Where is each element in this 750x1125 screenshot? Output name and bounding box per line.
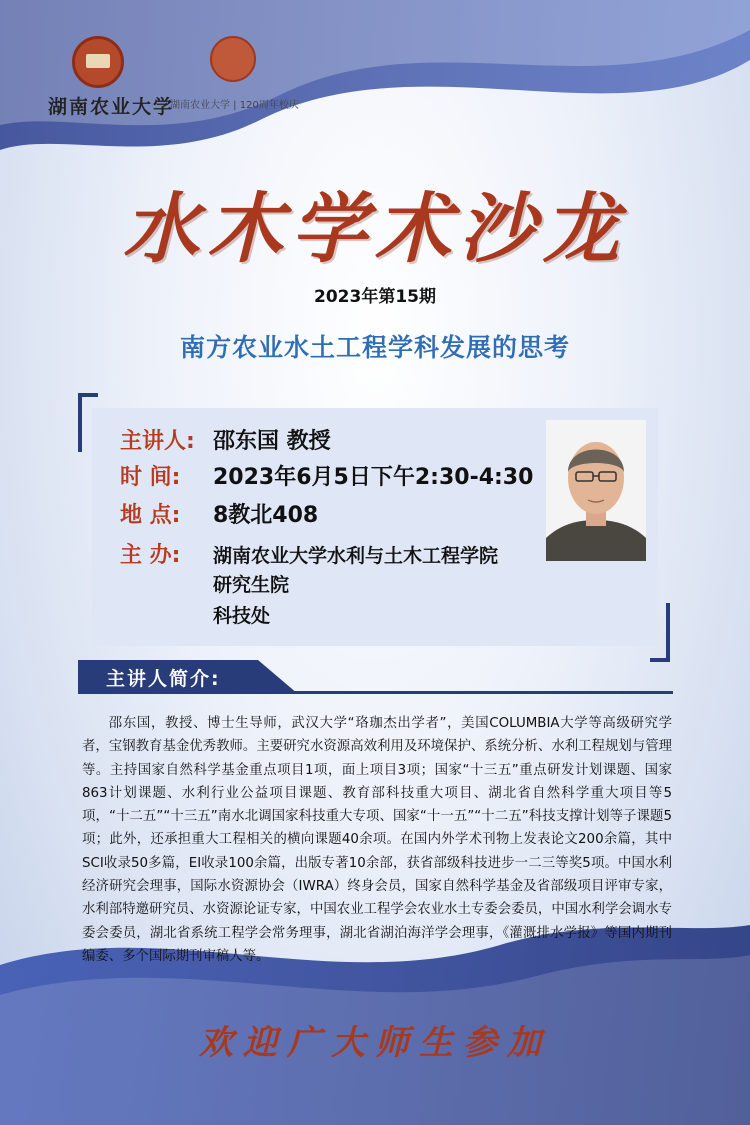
time-row	[120, 460, 533, 491]
host-row	[120, 538, 498, 569]
lecture-subtitle: 南方农业水土工程学科发展的思考	[179, 333, 570, 362]
place-label: 地 点:	[120, 503, 181, 528]
place-value: 8教北408	[213, 503, 319, 528]
university-seal-icon	[72, 36, 124, 88]
speaker-row	[120, 424, 331, 455]
welcome-text: 欢迎广大师生参加	[199, 1023, 551, 1063]
place-row	[120, 498, 318, 529]
intro-header	[78, 660, 673, 694]
time-value: 2023年6月5日下午2:30-4:30	[213, 465, 534, 490]
bracket-right-decoration	[650, 603, 670, 662]
issue-number: 2023年第15期	[314, 287, 436, 307]
host-value-3: 科技处	[213, 605, 271, 627]
anniversary-text: 湖南农业大学 | 120周年校庆	[170, 100, 299, 111]
anniversary-logo-icon	[210, 36, 256, 82]
speaker-label: 主讲人:	[120, 429, 195, 454]
intro-label: 主讲人简介:	[106, 668, 221, 690]
time-label: 时 间:	[120, 465, 181, 490]
speaker-photo	[546, 420, 646, 561]
logo-area	[40, 30, 340, 120]
speaker-bio: 邵东国，教授、博士生导师，武汉大学“珞珈杰出学者”，美国COLUMBIA大学等高级研究学者，宝钢教育基金优秀教师。主要研究水资源高效利用及环境保护、系统分析、水利工程规划与管理等。主持国家自然科学基金重点项目1项，面上项目3项；国家“十三五”重点研发计划课题、国家863计划课题、水利行业公益项目课题、教育部科技重大项目、湖北省自然科学重大项目等5项，“十二五”“十三五”南水北调国家科技重大专项、国家“十一五”“十二五”科技支撑计划等子课题5项；此外，还承担重大工程相关的横向课题40余项。在国内外学术刊物上发表论文200余篇，其中SCI收录50多篇，EI收录100余篇，出版专著10余部，获省部级科技进步一二三等奖5项。中国水利经济研究会理事，国际水资源协会（IWRA）终身会员，国家自然科学基金及省部级项目评审专家，水利部特邀研究员、水资源论证专家，中国农业工程学会农业水土专委会委员，中国水利学会调水专委会委员，湖北省系统工程学会常务理事，湖北省湖泊海洋学会理事，《灌溉排水学报》等国内期刊编委、多个国际期刊审稿人等。	[82, 716, 672, 964]
host-label: 主 办:	[120, 543, 181, 568]
main-title: 水木学术沙龙	[123, 184, 627, 273]
host-value-2: 研究生院	[213, 574, 290, 596]
speaker-value: 邵东国 教授	[213, 429, 331, 454]
host-value-1: 湖南农业大学水利与土木工程学院	[213, 545, 499, 567]
intro-underline	[78, 691, 673, 694]
university-name: 湖南农业大学	[48, 96, 175, 118]
